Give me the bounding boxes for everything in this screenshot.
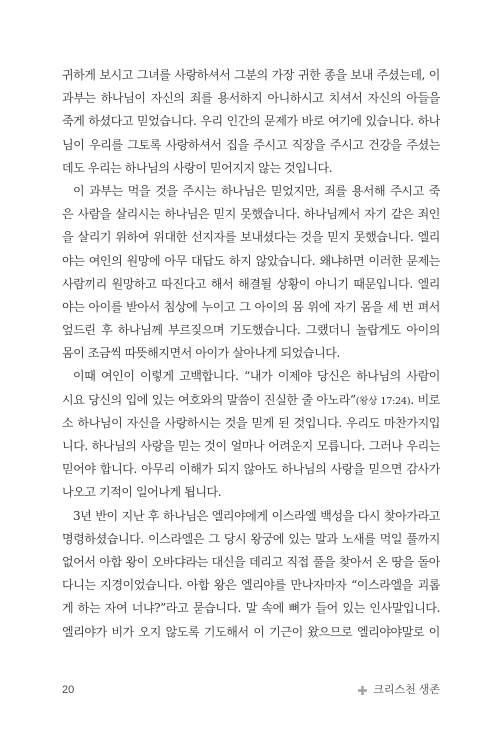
text-line: 죽게 하셨다고 믿었습니다. 우리 인간의 문제가 바로 여기에 있습니다. 하나 (62, 114, 440, 129)
text-line: 엎드린 후 하나님께 부르짖으며 기도했습니다. 그랬더니 놀랍게도 아이의 (62, 323, 440, 338)
paragraph (62, 64, 440, 180)
quote-text: 시요 당신의 입에 있는 여호와의 말씀이 진실한 줄 아노라” (62, 392, 356, 407)
text-line: 니다. 하나님의 사랑을 믿는 것이 얼마나 어려운지 모릅니다. 그러나 우리는 (62, 439, 440, 453)
text-line: 몸이 조금씩 따뜻해지면서 아이가 살아나게 되었습니다. (62, 346, 340, 361)
page-footer (62, 682, 440, 698)
paragraph (62, 180, 440, 366)
text-line: 다니는 지경이었습니다. 아합 왕은 엘리야를 만나자마자 “이스라엘을 괴롭 (62, 578, 440, 593)
text-line: 나오고 기적이 일어나게 됩니다. (62, 485, 222, 500)
text-line: 사람끼리 원망하고 따진다고 해서 해결될 상황이 아니기 때문입니다. 엘리 (62, 276, 440, 291)
page-number: 20 (62, 684, 75, 696)
text-line: 없어서 아합 왕이 오바댜라는 대신을 데리고 직접 풀을 찾아서 온 땅을 돌아 (62, 554, 440, 569)
text-line: 야는 여인의 원망에 아무 대답도 하지 않았습니다. 왜냐하면 이러한 문제는 (62, 253, 440, 268)
line-tail: . 비로 (410, 392, 440, 407)
cross-icon (358, 686, 367, 695)
running-title (358, 682, 440, 698)
text-line: 과부는 하나님이 자신의 죄를 용서하지 아니하시고 치셔서 자신의 아들을 (62, 91, 440, 106)
text-line: 을 살리기 위하여 위대한 선지자를 보내셨다는 것을 믿지 못했습니다. 엘리 (62, 230, 440, 245)
text-line: 믿어야 합니다. 아무리 이해가 되지 않아도 하나님의 사랑을 믿으면 감사가 (62, 462, 440, 477)
body-text (62, 64, 440, 644)
text-line: 은 사람을 살리시는 하나님은 믿지 못했습니다. 하나님께서 자기 같은 죄인 (62, 207, 440, 222)
text-line (62, 389, 440, 412)
text-line: 게 하는 자여 너냐?”라고 묻습니다. 말 속에 뼈가 들어 있는 인사말입니다. (62, 601, 440, 616)
text-line: 귀하게 보시고 그녀를 사랑하셔서 그분의 가장 귀한 종을 보내 주셨는데, 이 (62, 68, 440, 82)
text-line: 야는 아이를 받아서 침상에 누이고 그 아이의 몸 위에 자기 몸을 세 번 펴서 (62, 299, 440, 314)
text-line: 이 과부는 먹을 것을 주시는 하나님은 믿었지만, 죄를 용서해 주시고 죽 (73, 183, 440, 198)
paragraph (62, 505, 440, 644)
text-line: 엘리야가 비가 오지 않도록 기도해서 이 기근이 왔으므로 엘리야야말로 이 (62, 624, 440, 639)
book-title: 크리스천 생존 (373, 684, 440, 696)
text-line: 데도 우리는 하나님의 사랑이 믿어지지 않는 것입니다. (62, 160, 333, 175)
text-line: 님이 우리를 그토록 사랑하셔서 집을 주시고 직장을 주시고 건강을 주셨는 (62, 137, 440, 152)
text-line: 이때 여인이 이렇게 고백합니다. “내가 이제야 당신은 하나님의 사람이 (73, 369, 440, 384)
text-line: 3년 반이 지난 후 하나님은 엘리야에게 이스라엘 백성을 다시 찾아가라고 (73, 508, 440, 523)
paragraph (62, 365, 440, 504)
text-line: 명령하셨습니다. 이스라엘은 그 당시 왕궁에 있는 말과 노새를 먹일 풀까지 (62, 531, 440, 546)
scripture-citation: (왕상 17:24) (355, 395, 411, 407)
text-line: 소 하나님이 자신을 사랑하시는 것을 믿게 된 것입니다. 우리도 마찬가지입 (62, 415, 440, 430)
